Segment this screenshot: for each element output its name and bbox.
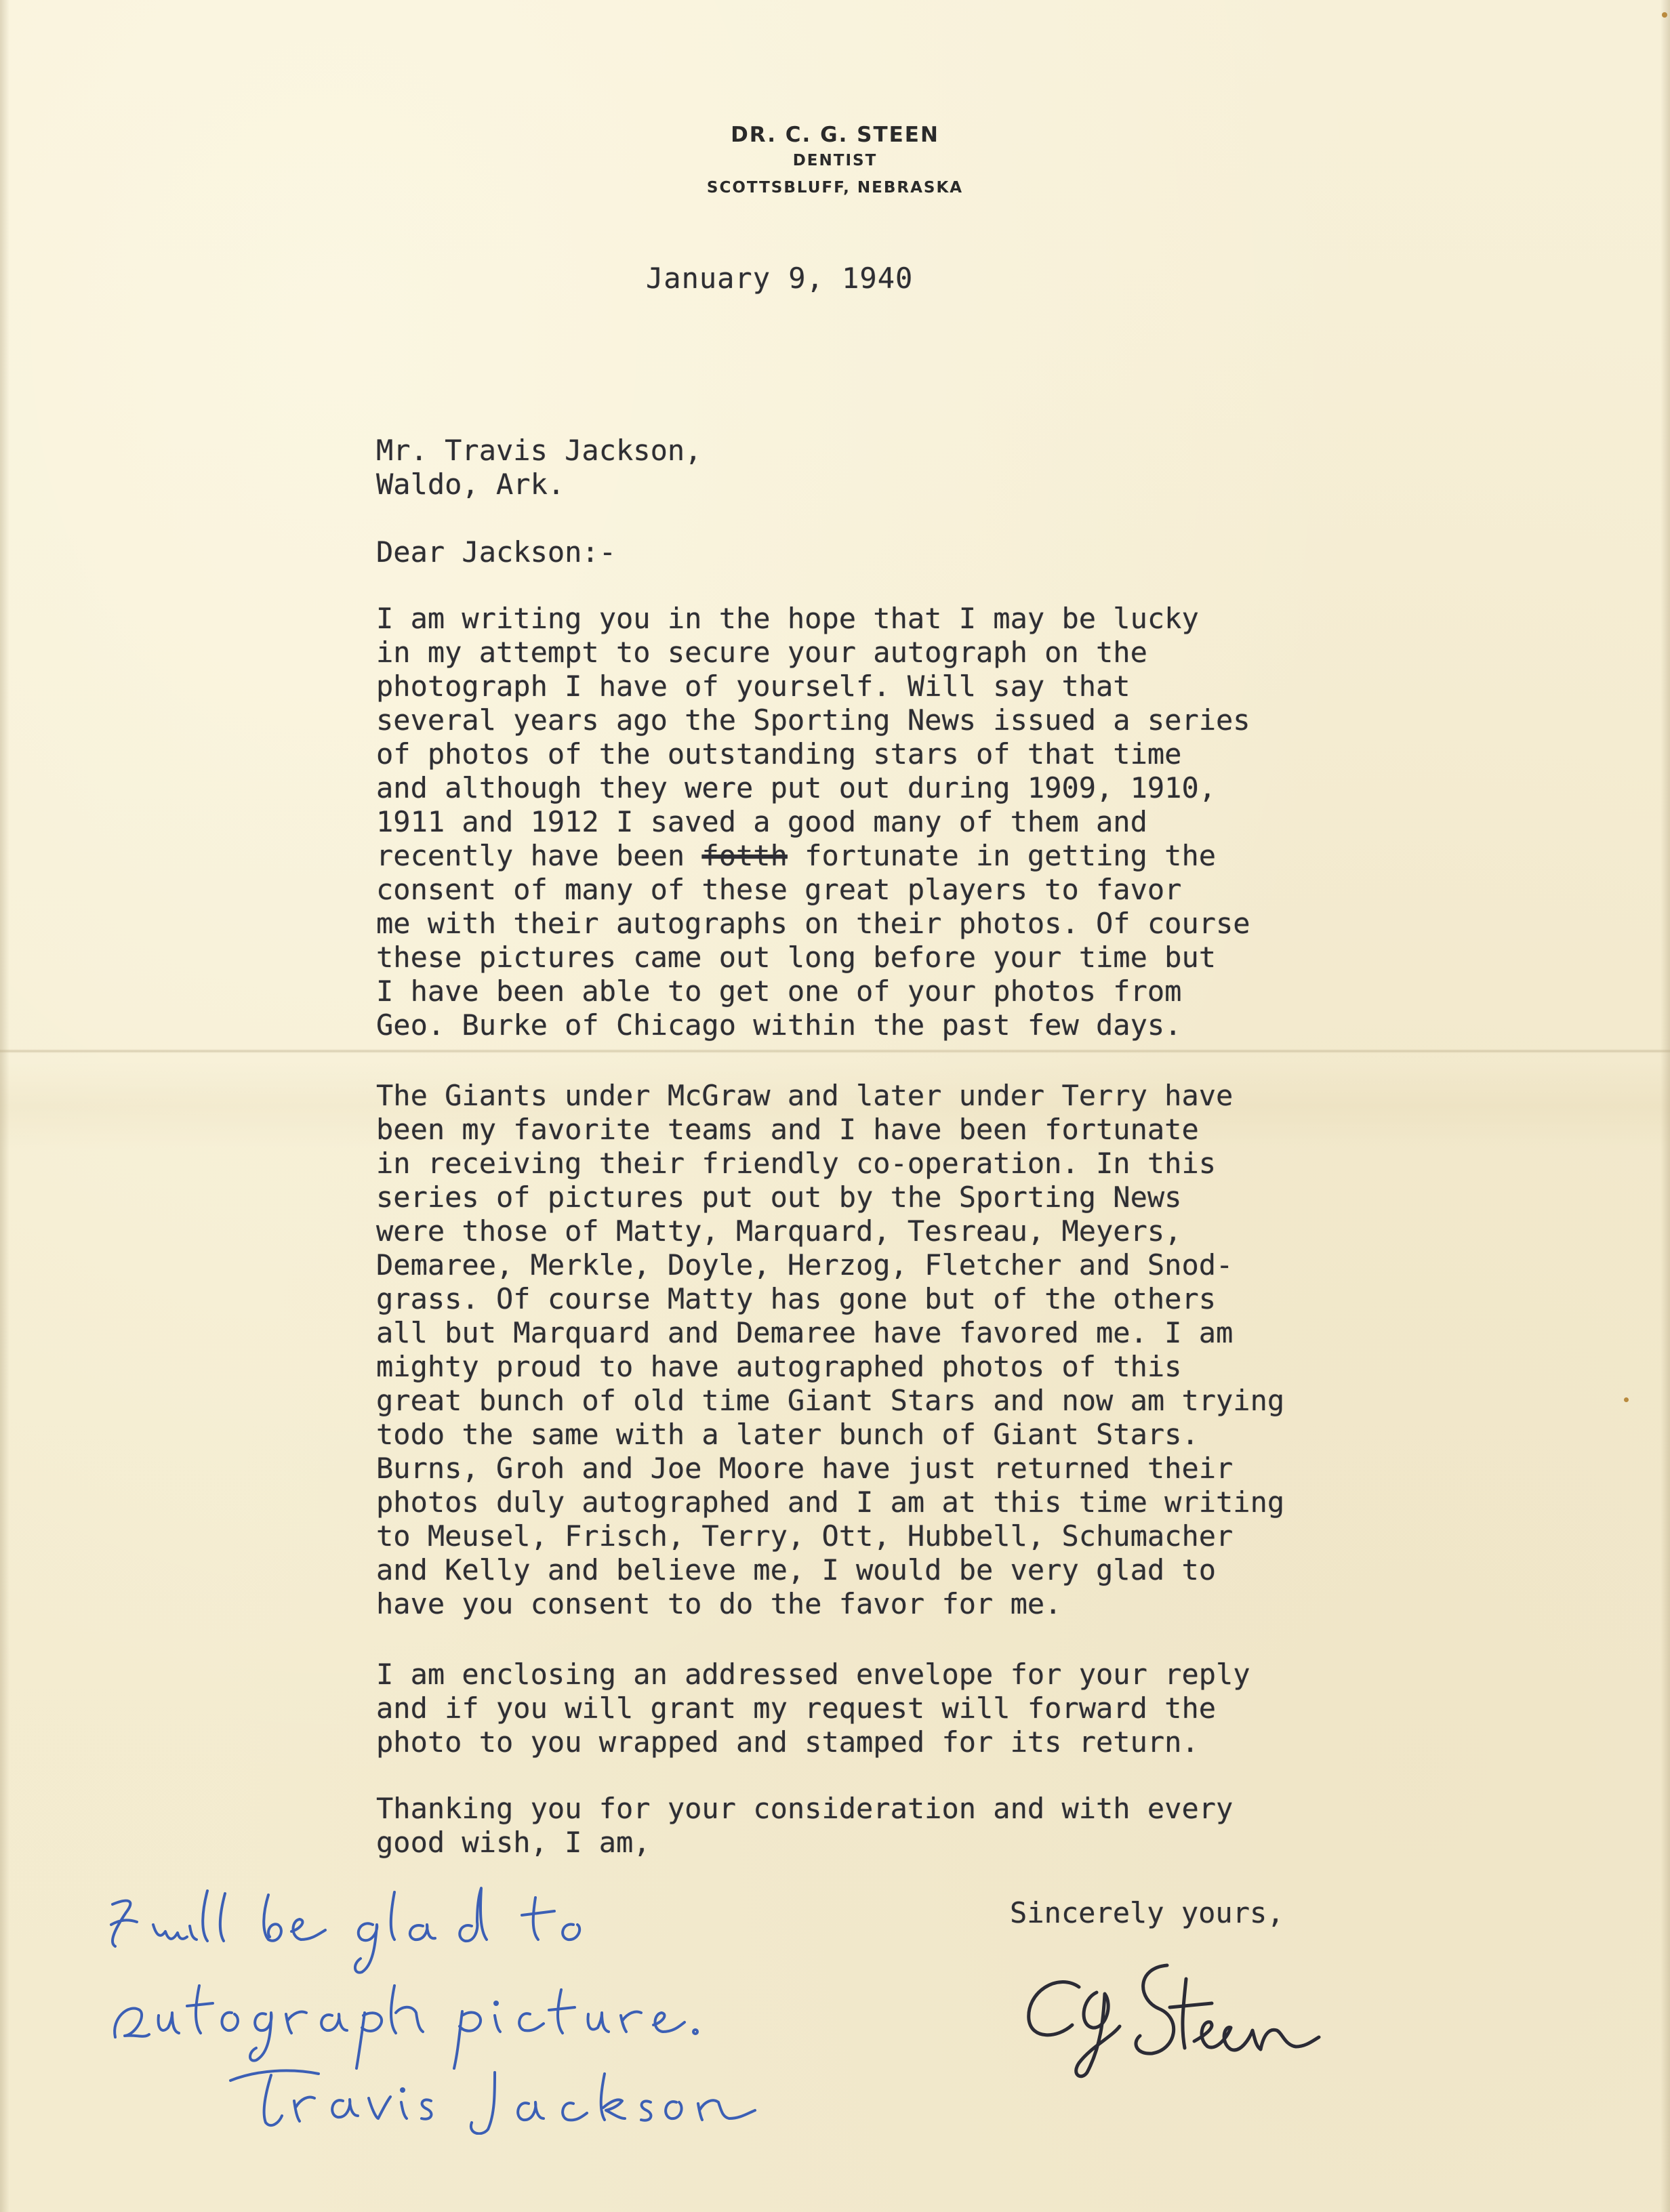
paper-fold-line xyxy=(0,1049,1670,1053)
recipient-address xyxy=(376,434,701,501)
paper-speck xyxy=(1662,12,1667,18)
closing: Sincerely yours, xyxy=(1010,1896,1284,1929)
recipient-name: Mr. Travis Jackson, xyxy=(376,434,702,467)
letterhead xyxy=(0,121,1670,203)
letterhead-city: SCOTTSBLUFF, NEBRASKA xyxy=(706,179,964,197)
page-edge-right xyxy=(1661,0,1670,2212)
letterhead-title: DENTIST xyxy=(792,152,878,169)
paragraph-1 xyxy=(376,602,1250,1042)
handwritten-note xyxy=(88,1877,766,2135)
paragraph-1-end: fortunate in getting the consent of many of these great players to favor me with their autographs on their photos. Of course these pictures came out long before your time but I have been able to get one of your photos from Geo. Burke of Chicago within the past few days. xyxy=(376,839,1250,1042)
paragraph-4: Thanking you for your consideration and with every good wish, I am, xyxy=(376,1792,1234,1859)
paragraph-3: I am enclosing an addressed envelope for your reply and if you will grant my request will forward the photo to you wrapped and stamped for its return. xyxy=(376,1658,1250,1759)
steen-signature xyxy=(1017,1952,1342,2081)
letterhead-name: DR. C. G. STEEN xyxy=(731,123,939,147)
struck-word: fotth xyxy=(701,839,788,872)
letter-date: January 9, 1940 xyxy=(646,262,914,295)
paragraph-1-start: I am writing you in the hope that I may be lucky in my attempt to secure your autograph on the photograph I have of yourself. Will say that several years ago the Sporting News issued a series of photos of the outstanding stars of that time and although they were put out during 1909, 1910, 1911 and 1912 I saved a good many of them and recently have been xyxy=(376,602,1250,872)
paper-speck xyxy=(1624,1397,1629,1402)
salutation: Dear Jackson:- xyxy=(376,535,617,569)
page-edge-left xyxy=(0,0,9,2212)
recipient-town: Waldo, Ark. xyxy=(376,468,565,501)
paragraph-2: The Giants under McGraw and later under Terry have been my favorite teams and I have been fortunate in receiving their friendly co-operation. In this series of pictures put out by the Sporting News were those of Matty, Marquard, Tesreau, Meyers, Demaree, Merkle, Doyle, Herzog, Fletcher and Snod- grass. Of course Matty has gone but of the others all but Marquard and Demaree have favored me. I am mighty proud to have autographed photos of this great bunch of old time Giant Stars and now am trying todo the same with a later bunch of Giant Stars. Burns, Groh and Joe Moore have just returned their photos duly autographed and I am at this time writing to Meusel, Frisch, Terry, Ott, Hubbell, Schumacher and Kelly and believe me, I would be very glad to have you consent to do the favor for me. xyxy=(376,1079,1285,1620)
